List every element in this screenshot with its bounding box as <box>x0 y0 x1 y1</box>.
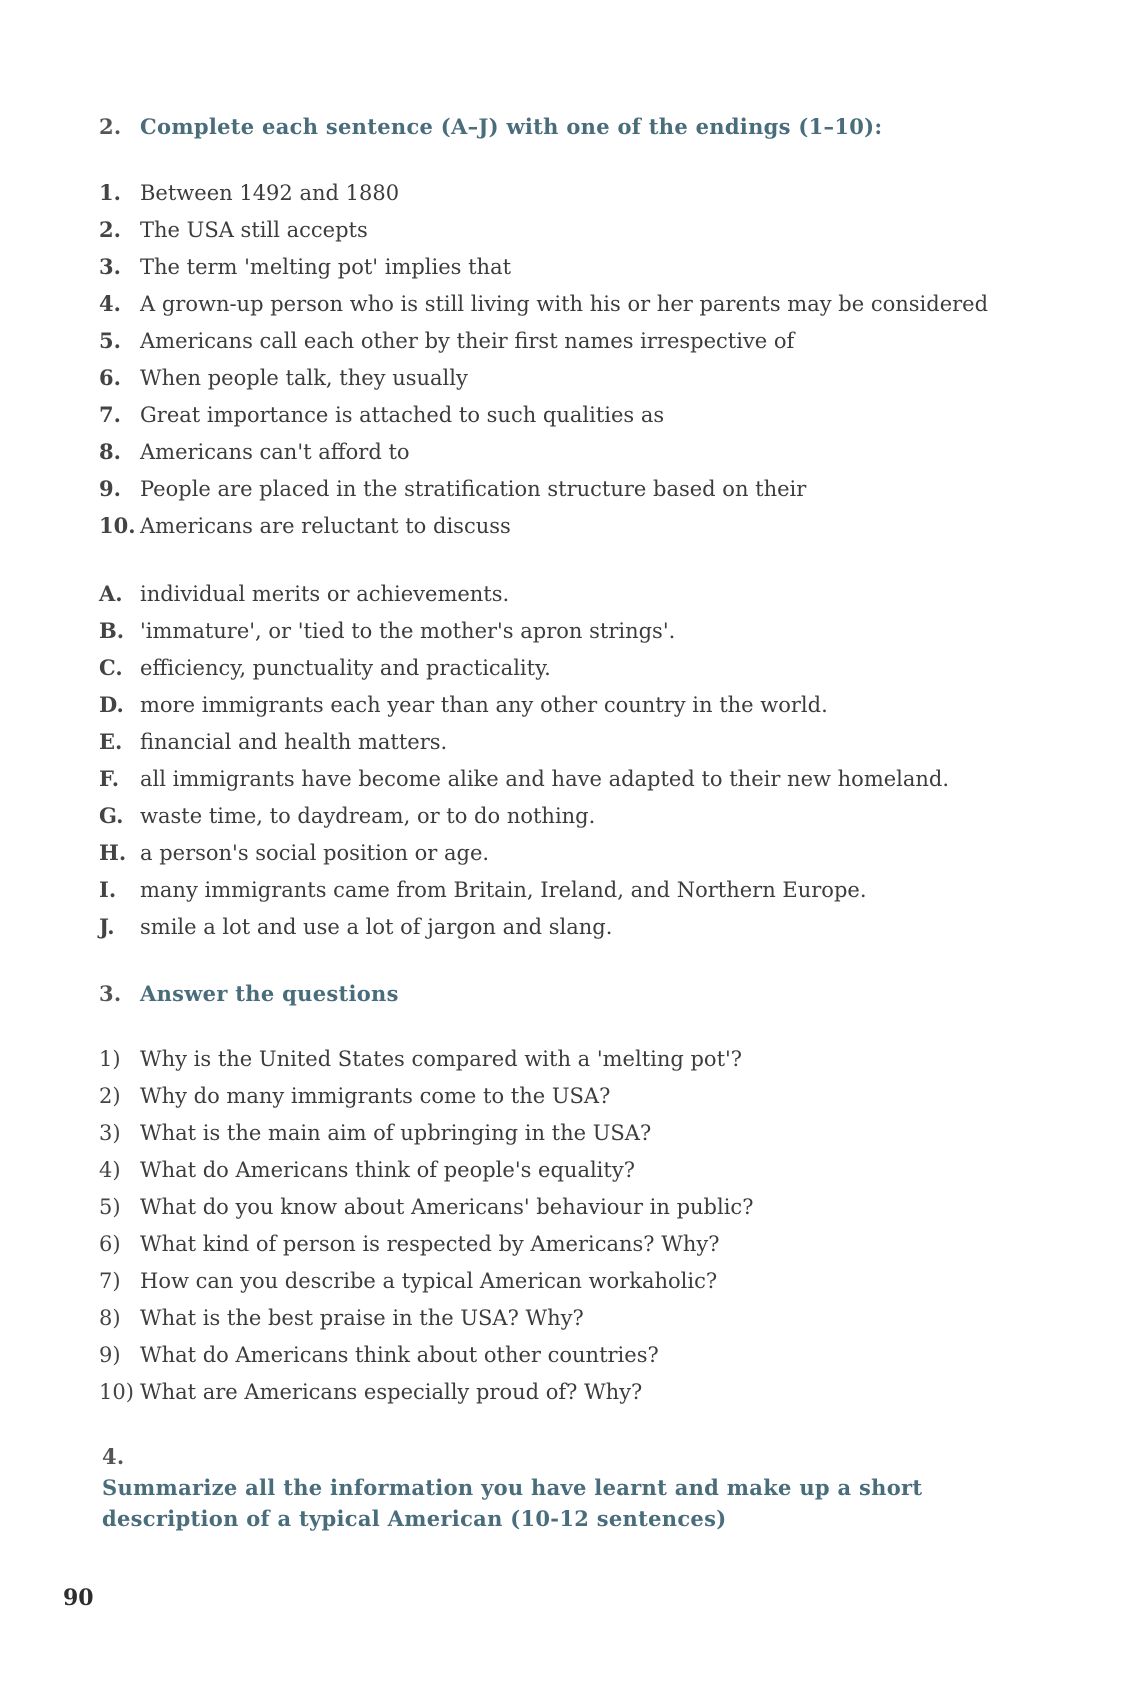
item-marker: 6) <box>99 1232 121 1256</box>
item-marker: 1) <box>99 1047 121 1071</box>
item-text: What do Americans think of people's equality? <box>140 1158 635 1182</box>
item-text: How can you describe a typical American workaholic? <box>140 1269 718 1293</box>
list-item <box>99 1374 753 1411</box>
item-text: many immigrants came from Britain, Ireland, and Northern Europe. <box>140 878 867 902</box>
page-number: 90 <box>63 1585 94 1611</box>
item-text: A grown-up person who is still living with his or her parents may be considered <box>140 292 989 316</box>
item-text: What do you know about Americans' behaviour in public? <box>140 1195 754 1219</box>
list-item <box>99 1189 753 1226</box>
item-marker: B. <box>99 618 125 643</box>
list-item <box>99 248 988 285</box>
item-marker: A. <box>99 581 123 606</box>
item-marker: 10. <box>99 513 136 538</box>
item-marker: 5) <box>99 1195 121 1219</box>
item-marker: 5. <box>99 328 121 353</box>
item-text: individual merits or achievements. <box>140 582 510 606</box>
item-marker: 8. <box>99 439 121 464</box>
item-marker: 4. <box>99 291 121 316</box>
list-item <box>99 760 949 797</box>
task-2-instruction: Complete each sentence (A–J) with one of the endings (1–10): <box>140 114 883 139</box>
list-item <box>99 1337 753 1374</box>
list-item <box>99 433 988 470</box>
item-marker: 6. <box>99 365 121 390</box>
item-marker: J. <box>99 914 115 939</box>
task-4-heading <box>102 1441 1102 1534</box>
item-marker: C. <box>99 655 123 680</box>
list-item <box>99 322 988 359</box>
item-text: all immigrants have become alike and have adapted to their new homeland. <box>140 767 950 791</box>
list-item <box>99 1300 753 1337</box>
item-text: What kind of person is respected by Americans? Why? <box>140 1232 720 1256</box>
list-item <box>99 575 949 612</box>
list-item <box>99 1263 753 1300</box>
item-text: Americans call each other by their first names irrespective of <box>140 329 795 353</box>
sentence-beginnings-list <box>99 174 988 544</box>
list-item <box>99 359 988 396</box>
item-marker: 3) <box>99 1121 121 1145</box>
item-marker: H. <box>99 840 127 865</box>
task-4-instruction: Summarize all the information you have learnt and make up a short description of a typical American (10-12 sentences) <box>102 1475 923 1531</box>
item-marker: 1. <box>99 180 121 205</box>
item-marker: 3. <box>99 254 121 279</box>
item-text: waste time, to daydream, or to do nothing. <box>140 804 596 828</box>
item-text: more immigrants each year than any other country in the world. <box>140 693 828 717</box>
list-item <box>99 507 988 544</box>
item-text: What is the main aim of upbringing in the USA? <box>140 1121 652 1145</box>
list-item <box>99 1078 753 1115</box>
item-text: Americans can't afford to <box>140 440 410 464</box>
item-marker: 7) <box>99 1269 121 1293</box>
list-item <box>99 723 949 760</box>
list-item <box>99 1226 753 1263</box>
item-marker: G. <box>99 803 124 828</box>
task-3-number: 3. <box>99 981 122 1006</box>
list-item <box>99 396 988 433</box>
item-marker: 2) <box>99 1084 121 1108</box>
list-item <box>99 1115 753 1152</box>
item-marker: 4) <box>99 1158 121 1182</box>
item-text: a person's social position or age. <box>140 841 490 865</box>
list-item <box>99 871 949 908</box>
task-4-number: 4. <box>102 1444 125 1469</box>
task-3-instruction: Answer the questions <box>140 981 399 1006</box>
item-marker: 9. <box>99 476 121 501</box>
item-text: When people talk, they usually <box>140 366 468 390</box>
list-item <box>99 686 949 723</box>
item-marker: 9) <box>99 1343 121 1367</box>
list-item <box>99 1041 753 1078</box>
item-text: Why do many immigrants come to the USA? <box>140 1084 611 1108</box>
item-marker: D. <box>99 692 124 717</box>
task-2-heading <box>99 111 882 142</box>
list-item <box>99 649 949 686</box>
list-item <box>99 797 949 834</box>
item-text: People are placed in the stratification structure based on their <box>140 477 807 501</box>
item-marker: I. <box>99 877 117 902</box>
questions-list <box>99 1041 753 1411</box>
item-text: Great importance is attached to such qualities as <box>140 403 665 427</box>
item-text: The USA still accepts <box>140 218 368 242</box>
item-marker: E. <box>99 729 123 754</box>
item-text: 'immature', or 'tied to the mother's apron strings'. <box>140 619 676 643</box>
item-text: financial and health matters. <box>140 730 448 754</box>
item-text: efficiency, punctuality and practicality. <box>140 656 551 680</box>
task-2-number: 2. <box>99 114 122 139</box>
item-text: Why is the United States compared with a 'melting pot'? <box>140 1047 743 1071</box>
item-marker: 2. <box>99 217 121 242</box>
item-marker: 10) <box>99 1380 134 1404</box>
list-item <box>99 1152 753 1189</box>
item-text: smile a lot and use a lot of jargon and slang. <box>140 915 613 939</box>
list-item <box>99 470 988 507</box>
item-text: What do Americans think about other countries? <box>140 1343 659 1367</box>
item-marker: 8) <box>99 1306 121 1330</box>
task-3-heading <box>99 978 399 1009</box>
list-item <box>99 612 949 649</box>
item-text: Americans are reluctant to discuss <box>140 514 511 538</box>
item-text: What are Americans especially proud of? Why? <box>140 1380 643 1404</box>
list-item <box>99 285 988 322</box>
list-item <box>99 834 949 871</box>
item-text: What is the best praise in the USA? Why? <box>140 1306 584 1330</box>
item-text: The term 'melting pot' implies that <box>140 255 512 279</box>
list-item <box>99 174 988 211</box>
item-marker: 7. <box>99 402 121 427</box>
item-text: Between 1492 and 1880 <box>140 181 400 205</box>
sentence-endings-list <box>99 575 949 945</box>
item-marker: F. <box>99 766 120 791</box>
list-item <box>99 211 988 248</box>
list-item <box>99 908 949 945</box>
